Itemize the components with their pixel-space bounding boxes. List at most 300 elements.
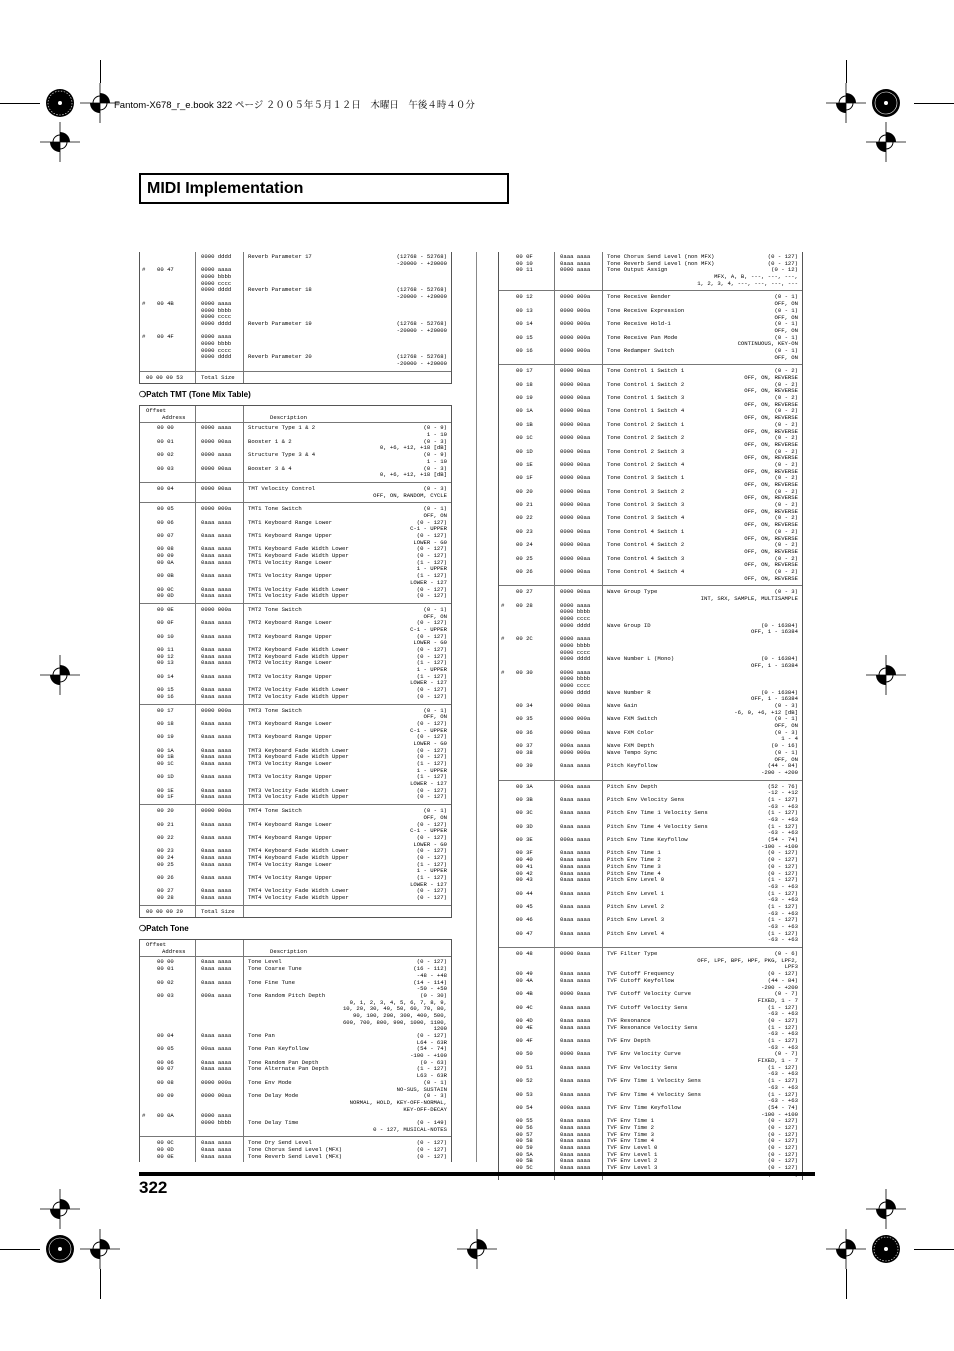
value-range: (0 - 2) [774, 380, 798, 388]
value-range: (1 - 127) [767, 1003, 798, 1011]
value-range: -20000 - +20000 [396, 293, 447, 301]
table-row [140, 267, 451, 274]
description: TMT4 Keyboard Range Lower [248, 820, 332, 828]
data-bits: 0aaa aaaa [201, 1152, 232, 1160]
value-range: MFX, A, B, ---, ---, ---, [714, 273, 798, 281]
value-range: (0 - 12) [771, 266, 798, 274]
value-range: 1200 [433, 1025, 447, 1033]
description: Wave Number R [607, 688, 651, 696]
data-bits: 0aaa aaaa [201, 1139, 232, 1147]
value-range: (1 - 127) [416, 760, 447, 767]
value-range: (0 - 2) [774, 527, 798, 535]
registration-target-icon [40, 1229, 80, 1269]
data-bits: 0aaa aaaa [560, 1117, 591, 1125]
data-bits: 0aaa aaaa [201, 753, 232, 761]
offset-address: 00 38 [516, 748, 533, 756]
header-description: Description [270, 948, 307, 956]
offset-address: 00 24 [516, 541, 533, 549]
value-range: (0 - 63) [420, 1058, 447, 1066]
table-row [140, 822, 451, 829]
data-bits: 0000 0aaa [560, 1050, 591, 1058]
data-bits: 0000 aaaa [201, 451, 232, 459]
value-range: (1 - 127) [767, 795, 798, 803]
table-row [140, 794, 451, 801]
value-range: 1 - 10 [426, 431, 447, 439]
table-body [140, 423, 451, 917]
description: TVF Env Level 1 [607, 1150, 658, 1158]
offset-address: 00 1E [157, 786, 174, 794]
value-range: (0 - 127) [767, 1117, 798, 1125]
value-range: (54 - 74) [767, 1103, 798, 1111]
data-bits: 0000 aaaa [560, 668, 591, 676]
value-range: OFF, ON, REVERSE [744, 454, 798, 462]
value-range: LOWER - 127 [410, 880, 447, 888]
crop-line [846, 1269, 847, 1299]
table-row [499, 797, 802, 804]
offset-address: 00 16 [516, 346, 533, 354]
offset-address: 00 50 [516, 1050, 533, 1058]
offset-address: 00 26 [157, 874, 174, 881]
value-range: -63 - +63 [767, 816, 798, 823]
value-range: (0 - 1) [774, 333, 798, 341]
table-row [499, 663, 802, 670]
description: Tone Control 3 Switch 3 [607, 501, 685, 509]
value-range: (0 - 2) [774, 541, 798, 549]
marker: # [142, 299, 146, 307]
table-row [140, 361, 451, 368]
value-range: (0 - 1) [774, 346, 798, 354]
value-range: OFF, ON, RANDOM, CYCLE [373, 491, 447, 499]
value-range: (16 - 112) [413, 965, 447, 973]
value-range: (54 - 74) [767, 836, 798, 844]
value-range: 0 - 127, MUSICAL-NOTES [373, 1125, 447, 1133]
value-range: OFF, ON, REVERSE [744, 521, 798, 529]
data-bits: 0aaa aaaa [560, 856, 591, 864]
table-row [499, 904, 802, 911]
value-range: (0 - 2) [774, 460, 798, 468]
description: Wave Group ID [607, 621, 651, 629]
value-range: (0 - 7) [774, 1050, 798, 1058]
group-divider [140, 482, 451, 483]
value-range: -200 - +200 [761, 768, 798, 776]
table-row [140, 835, 451, 842]
description: TMT4 Tone Switch [248, 807, 302, 815]
value-range: (0 - 1) [423, 706, 447, 714]
value-range: (0 - 2) [774, 420, 798, 428]
value-range: (0 - 127) [767, 970, 798, 978]
total-size-label: Total Size [201, 373, 235, 381]
table-row [140, 459, 451, 466]
value-range: (0 - 127) [416, 686, 447, 694]
marker: # [501, 635, 505, 643]
data-bits: 0000 000a [560, 333, 591, 341]
section-heading-tone: ❍Patch Tone [139, 924, 189, 934]
description: Tone Control 3 Switch 2 [607, 487, 685, 495]
data-bits: 0aaa aaaa [201, 652, 232, 660]
offset-address: 00 1B [516, 420, 533, 428]
value-range: (0 - 6) [774, 950, 798, 958]
offset-address: 00 3B [516, 795, 533, 803]
value-range: (0 - 2) [774, 514, 798, 522]
description: Tone Control 2 Switch 4 [607, 460, 685, 468]
offset-address: 00 3C [516, 809, 533, 817]
registration-target-icon [40, 83, 80, 123]
value-range: (1 - 127) [416, 659, 447, 667]
data-bits: 0aaa aaaa [201, 672, 232, 680]
table-row [140, 274, 451, 281]
data-bits: 0000 bbbb [560, 675, 591, 683]
offset-address: 00 14 [157, 672, 174, 680]
value-range: (0 - 127) [416, 753, 447, 761]
value-range: (0 - 127) [416, 887, 447, 895]
value-range: (1 - 127) [767, 902, 798, 910]
description: Tone Receive Expression [607, 306, 685, 314]
offset-address: 00 05 [157, 505, 174, 513]
description: Tone Control 1 Switch 4 [607, 407, 685, 415]
data-bits: 0aaa aaaa [201, 619, 232, 627]
data-bits: 0000 dddd [201, 253, 232, 260]
value-range: (0 - 2) [774, 501, 798, 509]
value-range: (0 - 16) [771, 742, 798, 750]
data-bits: 0aaa aaaa [201, 719, 232, 727]
data-bits: 0000 0aaa [560, 990, 591, 998]
offset-address: 00 0F [516, 253, 533, 260]
data-bits: 0000 bbbb [560, 608, 591, 616]
value-range: (0 - 127) [416, 833, 447, 841]
data-bits: 0000 00aa [201, 1092, 232, 1100]
table-row [499, 810, 802, 817]
value-range: OFF, ON, REVERSE [744, 467, 798, 475]
data-bits: 00aa aaaa [201, 1045, 232, 1053]
offset-address: 00 41 [516, 862, 533, 870]
offset-address: 00 55 [516, 1117, 533, 1125]
description: Pitch Env Velocity Sens [607, 795, 685, 803]
data-bits: 0aaa aaaa [560, 1137, 591, 1145]
description: TMT3 Velocity Fade Width Upper [248, 793, 349, 801]
value-range: 1 - 10 [426, 457, 447, 465]
table-row [140, 1046, 451, 1053]
offset-address: 00 0A [157, 1112, 174, 1120]
data-bits: 0aaa aaaa [201, 773, 232, 781]
table-row [499, 676, 802, 683]
value-range: -48 - +48 [416, 971, 447, 979]
value-range: (0 - 127) [767, 856, 798, 864]
description: Pitch Env Time 1 [607, 849, 661, 857]
description: Tone Control 1 Switch 2 [607, 380, 685, 388]
data-bits: 0aaa aaaa [201, 894, 232, 902]
value-range: (0 - 1) [774, 748, 798, 756]
offset-address: 00 15 [516, 333, 533, 341]
table-row [140, 294, 451, 301]
value-range: (0 - 2) [774, 407, 798, 415]
value-range: (1 - 127) [767, 1090, 798, 1098]
data-bits: 0aaa aaaa [201, 1065, 232, 1073]
table-row [499, 1092, 802, 1099]
value-range: 1 - UPPER [416, 766, 447, 774]
data-bits: 0000 000a [560, 293, 591, 301]
table-header [140, 406, 451, 423]
description: TMT2 Keyboard Range Lower [248, 619, 332, 627]
value-range: (1 - 127) [416, 860, 447, 868]
table-row [499, 308, 802, 315]
table-row [140, 472, 451, 479]
offset-address: 00 57 [516, 1130, 533, 1138]
offset-address: 00 4B [157, 299, 174, 307]
description: TMT3 Tone Switch [248, 706, 302, 714]
value-range: LOWER - G9 [413, 639, 447, 647]
data-bits: 0000 00aa [560, 527, 591, 535]
table-row [499, 891, 802, 898]
description: Structure Type 1 & 2 [248, 424, 316, 432]
value-range: OFF, ON, REVERSE [744, 561, 798, 569]
data-bits: 0000 dddd [201, 353, 232, 361]
registration-target-icon [866, 83, 906, 123]
value-range: (0 - 2) [774, 447, 798, 455]
offset-address: 00 42 [516, 869, 533, 877]
value-range: OFF, ON, REVERSE [744, 374, 798, 381]
offset-address: 00 18 [516, 380, 533, 388]
total-size-label: Total Size [201, 907, 235, 915]
table-row [140, 862, 451, 869]
offset-address: 00 06 [157, 1058, 174, 1066]
description: Pitch Env Level 3 [607, 916, 665, 924]
table-row [140, 506, 451, 513]
crosshair-mark-icon [866, 655, 906, 695]
offset-address: 00 10 [157, 632, 174, 640]
description: Reverb Parameter 17 [248, 253, 312, 260]
offset-address: 00 27 [516, 588, 533, 596]
marker: # [142, 266, 146, 274]
table-row [140, 808, 451, 815]
table-row [140, 520, 451, 527]
value-range: (0 - 127) [416, 733, 447, 741]
data-bits: 0000 00aa [201, 484, 232, 492]
value-range: (0 - 3) [423, 1092, 447, 1100]
value-range: LOWER - 127 [410, 780, 447, 788]
offset-address: 00 23 [516, 527, 533, 535]
offset-address: 00 4F [157, 333, 174, 341]
value-range: -20000 - +20000 [396, 360, 447, 367]
data-bits: 0000 cccc [560, 681, 591, 689]
description: TMT1 Tone Switch [248, 505, 302, 513]
description: Tone Chorus Send Level (MFX) [248, 1146, 342, 1153]
data-bits: 0aaa aaaa [560, 1144, 591, 1151]
table-body [499, 252, 802, 1180]
value-range: (0 - 2) [774, 487, 798, 495]
offset-address: 00 13 [516, 306, 533, 314]
offset-address: 00 1C [516, 434, 533, 442]
table-row [140, 328, 451, 335]
value-range: (1 - 127) [416, 572, 447, 580]
crosshair-mark-icon [40, 122, 80, 162]
data-bits: 0000 00aa [560, 567, 591, 575]
description: TMT4 Keyboard Fade Width Upper [248, 853, 349, 861]
table-row [140, 966, 451, 973]
offset-address: 00 17 [516, 367, 533, 375]
table-row [499, 784, 802, 791]
offset-address: 00 48 [516, 950, 533, 958]
offset-address: 00 45 [516, 902, 533, 910]
value-range: (52 - 76) [767, 782, 798, 790]
description: TMT1 Keyboard Fade Width Upper [248, 552, 349, 560]
table-row [499, 877, 802, 884]
value-range: (0 - 1) [423, 1078, 447, 1086]
data-bits: 0000 00aa [560, 474, 591, 482]
table-body [140, 957, 451, 1162]
value-range: (0 - 127) [416, 619, 447, 627]
value-range: CONTINUOUS, KEY-ON [737, 340, 798, 348]
crop-line [914, 103, 954, 104]
description: TVF Env Depth [607, 1037, 651, 1044]
table-row [499, 1105, 802, 1112]
value-range: C-1 - UPPER [410, 827, 447, 835]
offset-address: 00 00 [157, 958, 174, 966]
offset-address: 00 25 [516, 554, 533, 562]
table-row [499, 917, 802, 924]
value-range: (0 - 127) [416, 692, 447, 700]
data-bits: 0000 000a [560, 346, 591, 354]
description: TVF Env Level 3 [607, 1164, 658, 1172]
value-range: (1 - 127) [767, 809, 798, 817]
offset-address: 00 1C [157, 760, 174, 767]
offset-address: 00 09 [157, 1092, 174, 1100]
value-range: (0 - 3) [423, 484, 447, 492]
offset-address: 00 0A [157, 558, 174, 566]
offset-address: 00 03 [157, 464, 174, 472]
description: TMT2 Velocity Fade Width Upper [248, 692, 349, 700]
value-range: (0 - 1) [423, 605, 447, 613]
description: TVF Resonance Velocity Sens [607, 1023, 698, 1031]
value-range: (0 - 127) [767, 1164, 798, 1172]
description: Pitch Env Depth [607, 782, 658, 790]
table-row [499, 750, 802, 757]
table-row [499, 730, 802, 737]
value-range: (1 - 127) [767, 822, 798, 830]
description: TVF Cutoff Velocity Curve [607, 990, 691, 998]
data-bits: 0aaa aaaa [201, 572, 232, 580]
data-bits: 0000 dddd [560, 621, 591, 629]
value-range: (0 - 127) [767, 869, 798, 877]
offset-address: 00 02 [157, 978, 174, 986]
description: Wave Number L (Mono) [607, 655, 675, 663]
data-bits: 0aaa aaaa [560, 1123, 591, 1131]
value-range: (0 - 127) [416, 1146, 447, 1153]
description: TMT3 Keyboard Fade Width Upper [248, 753, 349, 761]
value-range: (0 - 1) [423, 807, 447, 815]
table-row [499, 609, 802, 616]
value-range: (12768 - 52768) [396, 286, 447, 294]
description: Tone Reverb Send Level (non MFX) [607, 259, 715, 267]
offset-address: 00 3A [516, 782, 533, 790]
table-row [140, 493, 451, 500]
value-range: -63 - +63 [767, 896, 798, 904]
offset-address: 00 58 [516, 1137, 533, 1145]
value-range: (0 - 127) [767, 1130, 798, 1138]
tone-table-continued [498, 252, 803, 1180]
description: TMT2 Velocity Fade Width Lower [248, 686, 349, 694]
description: Tone Control 1 Switch 1 [607, 367, 685, 375]
value-range: -63 - +63 [767, 829, 798, 837]
data-bits: 0aaa aaaa [560, 916, 591, 924]
description: TMT4 Velocity Range Upper [248, 874, 332, 881]
marker: # [142, 333, 146, 341]
crosshair-mark-icon [457, 1229, 497, 1269]
table-row [499, 629, 802, 636]
table-row [499, 1078, 802, 1085]
table-row [140, 774, 451, 781]
table-row [499, 931, 802, 938]
value-range: OFF, ON [774, 755, 798, 763]
data-bits: 0aaa aaaa [560, 1003, 591, 1011]
data-bits: 0000 0aaa [560, 950, 591, 958]
description: Structure Type 3 & 4 [248, 451, 316, 459]
description: TMT2 Tone Switch [248, 605, 302, 613]
description: Tone Reverb Send Level (MFX) [248, 1152, 342, 1160]
data-bits: 0000 00aa [560, 588, 591, 596]
data-bits: 0aaa aaaa [560, 869, 591, 877]
value-range: (54 - 74) [416, 1045, 447, 1053]
offset-address: 00 19 [157, 733, 174, 741]
data-bits: 0000 00aa [201, 437, 232, 445]
value-range: FIXED, 1 - 7 [757, 996, 798, 1004]
offset-address: 00 04 [157, 484, 174, 492]
offset-address: 00 25 [157, 860, 174, 868]
value-range: (0 - 9) [423, 451, 447, 459]
value-range: (0 - 127) [416, 847, 447, 855]
offset-address: 00 4A [516, 976, 533, 984]
value-range: (0 - 127) [416, 592, 447, 600]
description: TMT2 Keyboard Fade Width Upper [248, 652, 349, 660]
print-header: Fantom-X678_r_e.book 322 ページ ２００５年５月１２日 木曜日 午後４時４０分 [114, 100, 475, 111]
tone-table [139, 939, 452, 1162]
table-row [140, 308, 451, 315]
value-range: -63 - +63 [767, 882, 798, 890]
offset-address: 00 0F [157, 619, 174, 627]
group-divider [140, 502, 451, 503]
table-row [140, 261, 451, 268]
data-bits: 0000 bbbb [201, 339, 232, 347]
description: Tone Output Assign [607, 266, 668, 274]
description: Wave Tempo Sync [607, 748, 658, 756]
value-range: OFF, 1 - 16384 [751, 661, 798, 669]
value-range: (0 - 127) [416, 1139, 447, 1147]
table-row [140, 1033, 451, 1040]
table-row [499, 696, 802, 703]
description: TMT3 Keyboard Fade Width Lower [248, 746, 349, 754]
value-range: OFF, ON [423, 813, 447, 821]
table-row [140, 1020, 451, 1027]
table-row [499, 603, 802, 610]
data-bits: 0000 dddd [560, 655, 591, 663]
description: TMT4 Velocity Fade Width Lower [248, 887, 349, 895]
value-range: (1 - 127) [767, 916, 798, 924]
table-row [140, 895, 451, 902]
value-range: LPF3 [784, 963, 798, 971]
offset-address: 00 36 [516, 728, 533, 736]
description: TMT4 Keyboard Range Upper [248, 833, 332, 841]
value-range: (0 - 127) [767, 1123, 798, 1131]
description: TMT3 Velocity Range Lower [248, 760, 332, 767]
offset-address: 00 54 [516, 1103, 533, 1111]
value-range: (0 - 127) [416, 652, 447, 660]
offset-address: 00 0B [157, 572, 174, 580]
table-row [140, 1107, 451, 1114]
value-range: C-1 - UPPER [410, 625, 447, 633]
value-range: -100 - +100 [410, 1052, 447, 1060]
offset-address: 00 3D [516, 822, 533, 830]
value-range: -6, 0, +6, +12 [dB] [734, 708, 798, 716]
value-range: OFF, ON [774, 313, 798, 321]
